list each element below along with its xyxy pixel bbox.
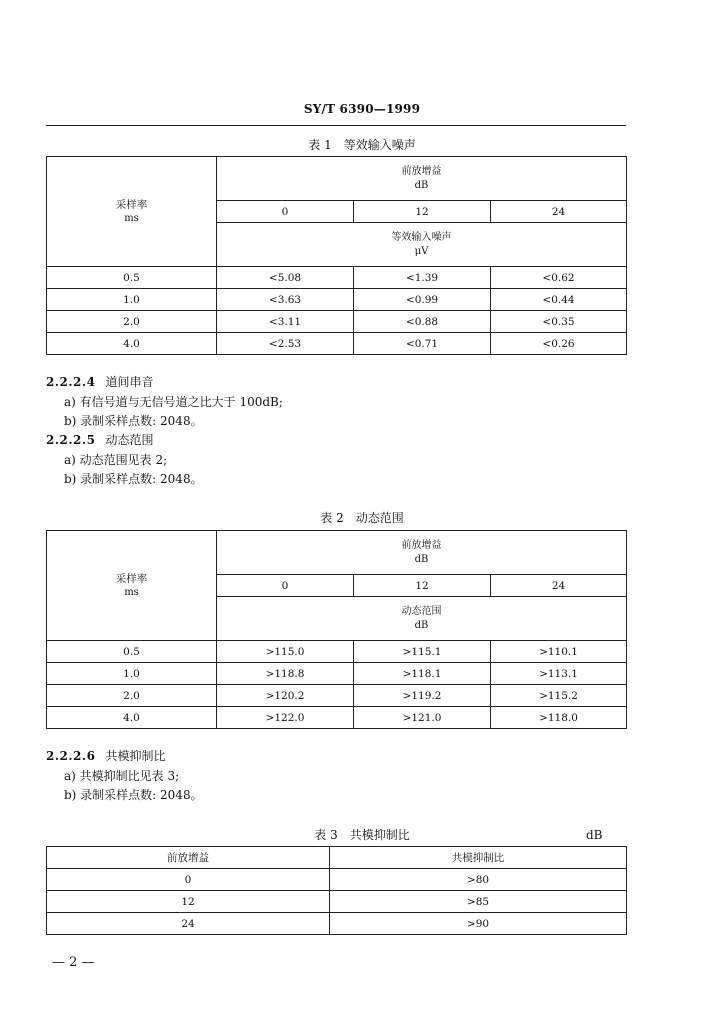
table-row <box>47 685 627 707</box>
table2-cell: >120.2 <box>217 685 354 707</box>
list-item: b) 录制采样点数: 2048。 <box>64 472 203 486</box>
table2-rate: 0.5 <box>47 641 217 663</box>
table1-rate: 2.0 <box>47 311 217 333</box>
table-row <box>47 289 627 311</box>
table1-value-header <box>217 223 627 267</box>
table1-cell: <1.39 <box>354 267 491 289</box>
table2-value-header-unit: dB <box>414 619 429 631</box>
list-item: b) 录制采样点数: 2048。 <box>64 788 203 802</box>
table1-cell: <0.71 <box>354 333 491 355</box>
list-item: a) 动态范围见表 2; <box>64 453 168 467</box>
table1-cell: <5.08 <box>217 267 354 289</box>
table1-gain-header <box>217 157 627 201</box>
table2-cell: >118.1 <box>354 663 491 685</box>
table-row <box>47 913 627 935</box>
table2-cell: >110.1 <box>491 641 627 663</box>
table1-rate: 4.0 <box>47 333 217 355</box>
table2-cell: >115.1 <box>354 641 491 663</box>
running-header: SY/T 6390—1999 <box>303 102 421 116</box>
table1-rate: 0.5 <box>47 267 217 289</box>
table3 <box>46 846 627 935</box>
table2-gain-header <box>217 531 627 575</box>
table3-header-cmrr: 共模抑制比 <box>330 847 627 869</box>
table-row <box>47 333 627 355</box>
table1-cell: <0.62 <box>491 267 627 289</box>
table3-gain: 12 <box>47 891 330 913</box>
table1-cell: <0.26 <box>491 333 627 355</box>
table1-caption-title: 等效输入噪声 <box>343 138 416 152</box>
table2 <box>46 530 627 729</box>
table2-rate: 4.0 <box>47 707 217 729</box>
section-title: 动态范围 <box>105 433 154 447</box>
table1-gain-header-unit: dB <box>414 179 429 191</box>
table2-cell: >115.0 <box>217 641 354 663</box>
table2-row-header-label: 采样率 <box>115 572 148 585</box>
table3-value: >80 <box>330 869 627 891</box>
table2-gain-header-label: 前放增益 <box>401 539 442 551</box>
list-item: b) 录制采样点数: 2048。 <box>64 414 203 428</box>
section-number: 2.2.2.5 <box>46 433 96 447</box>
table1-caption <box>0 136 724 153</box>
table3-gain: 24 <box>47 913 330 935</box>
table-row <box>47 641 627 663</box>
section-title: 共模抑制比 <box>105 749 166 763</box>
table1-caption-number: 表 1 <box>308 138 332 152</box>
table2-cell: >121.0 <box>354 707 491 729</box>
table1-cell: <3.63 <box>217 289 354 311</box>
table3-value: >85 <box>330 891 627 913</box>
table2-gain-header-unit: dB <box>414 553 429 565</box>
table2-cell: >118.8 <box>217 663 354 685</box>
table3-gain: 0 <box>47 869 330 891</box>
section-heading <box>46 431 153 450</box>
table1-value-header-unit: μV <box>414 245 429 257</box>
table1-row-header <box>47 157 217 267</box>
table3-caption <box>0 826 724 843</box>
table1-cell: <0.35 <box>491 311 627 333</box>
table1 <box>46 156 627 355</box>
table2-caption <box>0 509 724 526</box>
table-row <box>47 891 627 913</box>
table2-cell: >113.1 <box>491 663 627 685</box>
table2-gain-12: 12 <box>354 575 491 597</box>
table1-cell: <0.44 <box>491 289 627 311</box>
table1-row-header-unit: ms <box>124 212 139 224</box>
table1-cell: <3.11 <box>217 311 354 333</box>
table1-rate: 1.0 <box>47 289 217 311</box>
table1-gain-12: 12 <box>354 201 491 223</box>
table2-cell: >118.0 <box>491 707 627 729</box>
table-row <box>47 869 627 891</box>
table2-cell: >119.2 <box>354 685 491 707</box>
table3-value: >90 <box>330 913 627 935</box>
table2-gain-24: 24 <box>491 575 627 597</box>
table1-gain-header-label: 前放增益 <box>401 165 442 177</box>
table-row <box>47 663 627 685</box>
section-number: 2.2.2.4 <box>46 375 96 389</box>
table2-gain-0: 0 <box>217 575 354 597</box>
list-item: a) 共模抑制比见表 3; <box>64 769 180 783</box>
list-item: a) 有信号道与无信号道之比大于 100dB; <box>64 395 283 409</box>
section-number: 2.2.2.6 <box>46 749 96 763</box>
table2-row-header-unit: ms <box>124 586 139 598</box>
table3-caption-title: 共模抑制比 <box>349 828 410 842</box>
section-heading <box>46 373 153 392</box>
table1-cell: <0.88 <box>354 311 491 333</box>
table1-cell: <0.99 <box>354 289 491 311</box>
table2-rate: 1.0 <box>47 663 217 685</box>
table-row <box>47 311 627 333</box>
table2-rate: 2.0 <box>47 685 217 707</box>
table-row <box>47 267 627 289</box>
table2-cell: >115.2 <box>491 685 627 707</box>
table2-row-header <box>47 531 217 641</box>
section-title: 道间串音 <box>105 375 154 389</box>
table2-caption-title: 动态范围 <box>355 511 404 525</box>
table1-row-header-label: 采样率 <box>115 198 148 211</box>
table3-unit: dB <box>586 828 603 842</box>
table2-caption-number: 表 2 <box>320 511 344 525</box>
table1-value-header-label: 等效输入噪声 <box>391 231 452 243</box>
table1-gain-24: 24 <box>491 201 627 223</box>
page-number: — 2 — <box>52 955 95 970</box>
table2-value-header <box>217 597 627 641</box>
table1-gain-0: 0 <box>217 201 354 223</box>
table2-value-header-label: 动态范围 <box>401 605 442 617</box>
table3-caption-number: 表 3 <box>314 828 338 842</box>
header-rule <box>46 125 626 126</box>
table2-cell: >122.0 <box>217 707 354 729</box>
table3-header-gain: 前放增益 <box>47 847 330 869</box>
section-heading <box>46 747 165 766</box>
table-row <box>47 707 627 729</box>
table1-cell: <2.53 <box>217 333 354 355</box>
